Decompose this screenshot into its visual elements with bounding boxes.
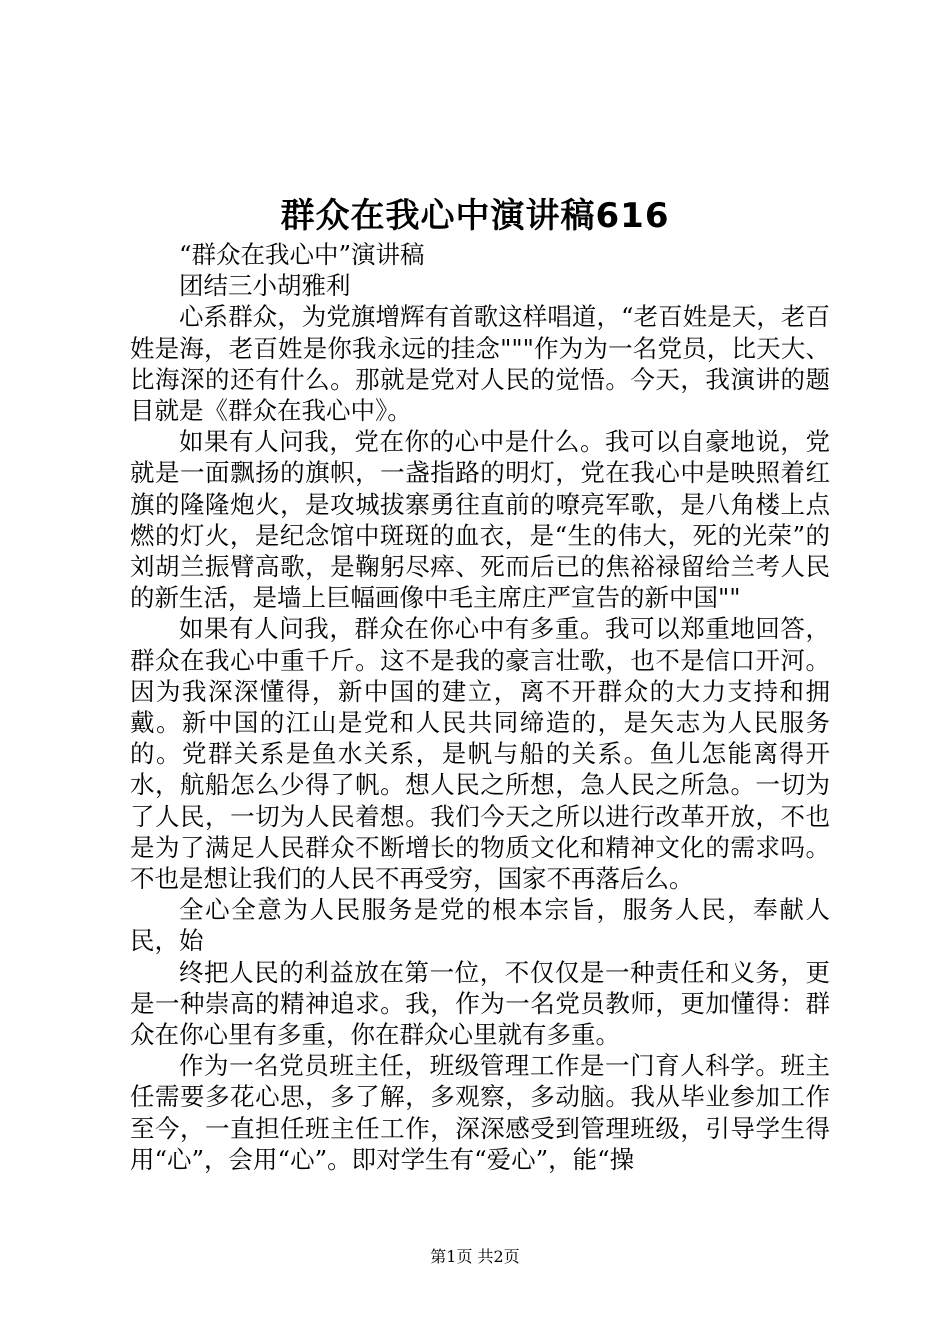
paragraph-party: 如果有人问我，党在你的心中是什么。我可以自豪地说，党就是一面飘扬的旗帜，一盏指路的明灯，党在我心中是映照着红旗的隆隆炮火，是攻城拔寨勇往直前的嘹亮军歌，是八角楼上点燃的灯火，是纪念馆中斑斑的血衣，是“生的伟大，死的光荣”的刘胡兰振臂高歌，是鞠躬尽瘁、死而后已的焦裕禄留给兰考人民的新生活，是墙上巨幅画像中毛主席庄严宣告的新中国"" [130,427,830,613]
paragraph-masses: 如果有人问我，群众在你心中有多重。我可以郑重地回答，群众在我心中重千斤。这不是我的豪言壮歌，也不是信口开河。因为我深深懂得，新中国的建立，离不开群众的大力支持和拥戴。新中国的江山是党和人民共同缔造的，是矢志为人民服务的。党群关系是鱼水关系，是帆与船的关系。鱼儿怎能离得开水，航船怎么少得了帆。想人民之所想，急人民之所急。一切为了人民，一切为人民着想。我们今天之所以进行改革开放，不也是为了满足人民群众不断增长的物质文化和精神文化的需求吗。不也是想让我们的人民不再受穷，国家不再落后么。 [130,614,830,894]
paragraph-interest: 终把人民的利益放在第一位，不仅仅是一种责任和义务，更是一种崇高的精神追求。我，作为一名党员教师，更加懂得：群众在你心里有多重，你在群众心里就有多重。 [130,957,830,1050]
paragraph-purpose: 全心全意为人民服务是党的根本宗旨，服务人民，奉献人民，始 [130,895,830,956]
paragraph-intro: 心系群众，为党旗增辉有首歌这样唱道，“老百姓是天，老百姓是海，老百姓是你我永远的挂念"""作为为一名党员，比天大、比海深的还有什么。那就是党对人民的觉悟。今天，我演讲的题目就是《群众在我心中》。 [130,302,830,426]
paragraph-subtitle: “群众在我心中”演讲稿 [179,240,425,269]
paragraph-teacher: 作为一名党员班主任，班级管理工作是一门育人科学。班主任需要多花心思，多了解，多观察，多动脑。我从毕业参加工作至今，一直担任班主任工作，深深感受到管理班级，引导学生得用“心”，会用“心”。即对学生有“爱心”，能“操 [130,1051,830,1174]
document-title: 群众在我心中演讲稿616 [280,196,670,236]
page-footer: 第1页 共2页 [430,1247,520,1266]
document-body [130,239,830,1175]
paragraph-author: 团结三小胡雅利 [179,271,351,301]
